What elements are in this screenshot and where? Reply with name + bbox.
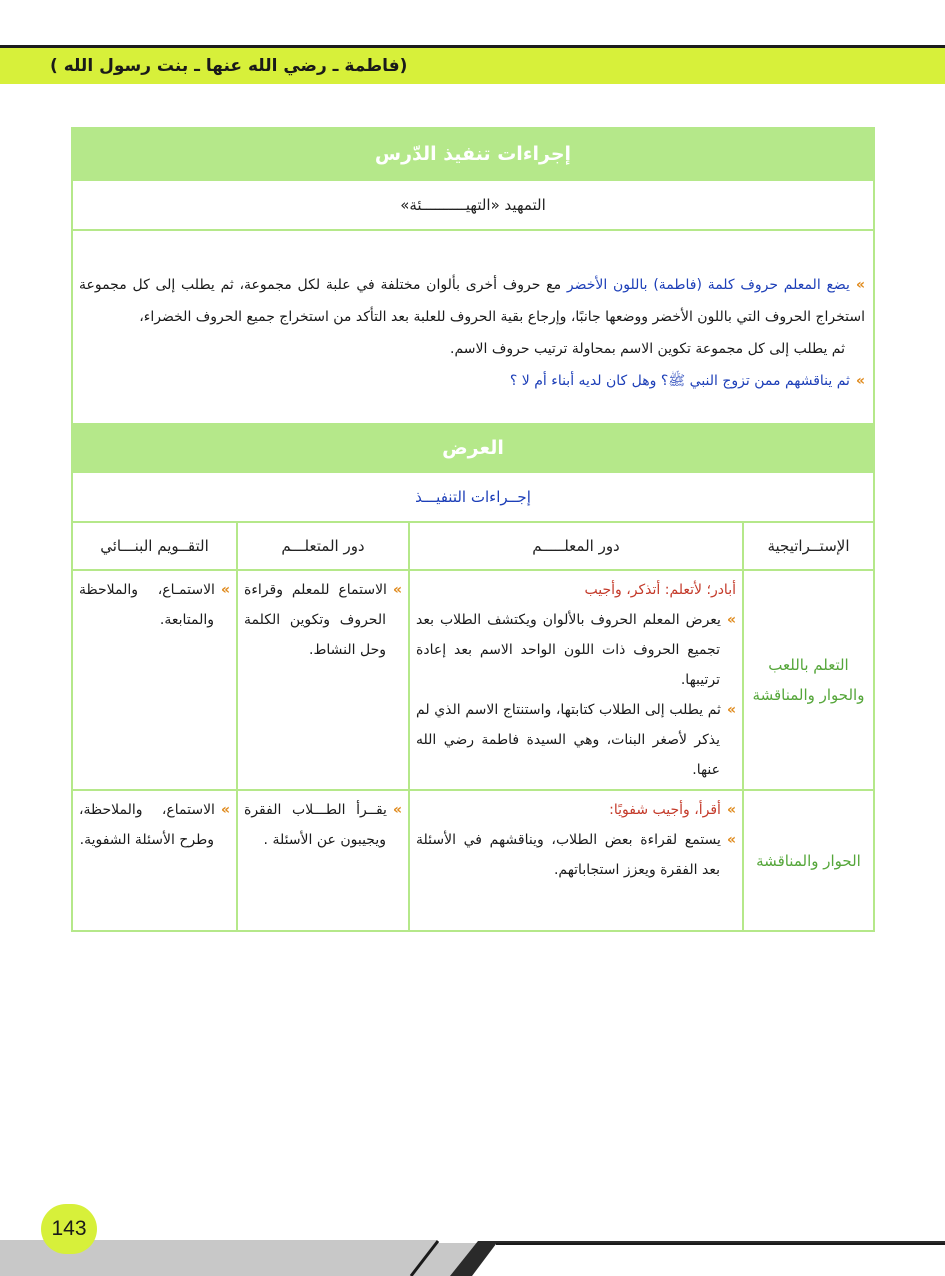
footer-stripes bbox=[0, 1240, 945, 1276]
table-header-row bbox=[73, 523, 873, 570]
warmup-text bbox=[73, 231, 873, 423]
bullet-icon: » bbox=[855, 277, 865, 293]
strategy-cell: التعلم باللعب والحوار والمناقشة bbox=[743, 570, 873, 790]
warmup-subtitle: التمهيد «التهيــــــــــئة» bbox=[73, 179, 873, 231]
learner-role-cell: »الاستماع للمعلم وقراءة الحروف وتكوين الكلمة وحل النشاط. bbox=[237, 570, 409, 790]
teacher-bullet: »ثم يطلب إلى الطلاب كتابتها، واستنتاج الاسم الذي لم يذكر لأصغر البنات، وهي السيدة فاطمة رضي الله عنها. bbox=[416, 702, 736, 778]
header-strategy: الإستــراتيجية bbox=[743, 523, 873, 570]
bullet-icon: » bbox=[855, 373, 865, 389]
page-number: 143 bbox=[41, 1204, 97, 1254]
learner-role-cell: »يقــرأ الطـــلاب الفقرة ويجيبون عن الأسئلة . bbox=[237, 790, 409, 930]
teacher-heading: أبادر؛ لأتعلم: أتذكر، وأجيب bbox=[584, 582, 736, 598]
warmup-question: ثم يناقشهم ممن تزوج النبي ﷺ؟ وهل كان لديه أبناء أم لا ؟ bbox=[509, 373, 850, 389]
procedures-table bbox=[73, 523, 873, 930]
warmup-text-rest: مع حروف أخرى بألوان مختلفة في علبة لكل مجموعة، ثم يطلب إلى كل مجموعة استخراج الحروف التي باللون الأخضر ووضعها جانبًا، وإرجاع بقية الحروف للعلبة بعد التأكد من استخراج جميع الحروف الخضراء، bbox=[79, 277, 865, 325]
assessment-cell: »الاستماع، والملاحظة، وطرح الأسئلة الشفوية. bbox=[79, 802, 230, 848]
section-title-procedures: إجراءات تنفيذ الدّرس bbox=[73, 129, 873, 179]
teacher-heading: »أقرأ، وأجيب شفويًا: bbox=[609, 802, 736, 818]
bullet-icon: » bbox=[220, 582, 230, 598]
teacher-role-cell bbox=[409, 570, 743, 790]
bullet-icon: » bbox=[220, 802, 230, 818]
teacher-role-cell bbox=[409, 790, 743, 930]
bullet-icon: » bbox=[726, 802, 736, 818]
header-assessment: التقــويم البنـــائي bbox=[73, 523, 237, 570]
warmup-paragraph-2 bbox=[79, 365, 865, 397]
section-title-presentation: العرض bbox=[73, 423, 873, 473]
bullet-icon: » bbox=[726, 612, 736, 628]
header-title: (فاطمة ـ رضي الله عنها ـ بنت رسول الله ) bbox=[50, 56, 408, 76]
assessment-cell: »الاستمـاع، والملاحظة والمتابعة. bbox=[73, 570, 237, 790]
teacher-bullet: »يستمع لقراءة بعض الطلاب، ويناقشهم في الأسئلة بعد الفقرة ويعزز استجاباتهم. bbox=[416, 832, 736, 878]
warmup-line-3: ثم يطلب إلى كل مجموعة تكوين الاسم بمحاولة ترتيب حروف الاسم. bbox=[450, 341, 845, 357]
bullet-icon: » bbox=[726, 702, 736, 718]
table-row bbox=[73, 570, 873, 790]
lesson-table bbox=[71, 127, 875, 932]
table-row bbox=[73, 790, 873, 930]
procedures-subtitle: إجــراءات التنفيـــذ bbox=[73, 473, 873, 523]
header-band bbox=[0, 48, 945, 84]
bullet-icon: » bbox=[726, 832, 736, 848]
strategy-cell: الحوار والمناقشة bbox=[743, 790, 873, 930]
header-teacher-role: دور المعلـــــم bbox=[409, 523, 743, 570]
warmup-paragraph-1 bbox=[79, 269, 865, 333]
bullet-icon: » bbox=[392, 582, 402, 598]
bullet-icon: » bbox=[392, 802, 402, 818]
warmup-highlight: يضع المعلم حروف كلمة (فاطمة) باللون الأخضر bbox=[566, 277, 850, 293]
header-learner-role: دور المتعلـــم bbox=[237, 523, 409, 570]
teacher-bullet: »يعرض المعلم الحروف بالألوان ويكتشف الطلاب بعد تجميع الحروف ذات اللون الواحد الاسم بعد إعادة ترتيبها. bbox=[416, 612, 736, 688]
